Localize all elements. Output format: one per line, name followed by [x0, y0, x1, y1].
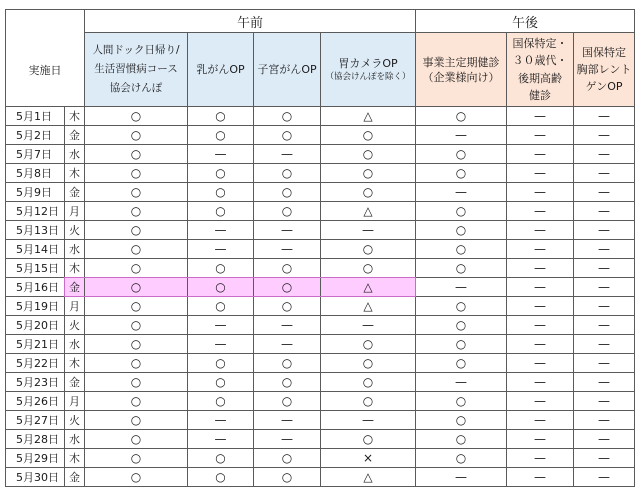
schedule-row: [6, 354, 635, 373]
date-cell: 5月8日: [6, 164, 65, 183]
mark-cell-gastroscopy-op: ○: [321, 335, 416, 354]
pm-header: [416, 10, 635, 33]
schedule-row: [6, 240, 635, 259]
weekday-cell: 金: [65, 468, 85, 487]
col-header-line: ３０歳代・: [512, 54, 568, 67]
mark-cell-gastroscopy-op: ○: [321, 126, 416, 145]
col-header-kokuho-checkup: [507, 33, 574, 107]
date-cell: 5月22日: [6, 354, 65, 373]
col-header-ningen-dock: [85, 33, 188, 107]
mark-cell-ningen-dock: ○: [85, 145, 188, 164]
mark-cell-kokuho-checkup: —: [507, 240, 574, 259]
mark-cell-ningen-dock: ○: [85, 278, 188, 297]
mark-cell-cervical-cancer-op: ○: [254, 392, 321, 411]
mark-cell-cervical-cancer-op: ○: [254, 354, 321, 373]
mark-cell-employer-checkup: ○: [416, 259, 507, 278]
mark-cell-cervical-cancer-op: ○: [254, 278, 321, 297]
mark-cell-breast-cancer-op: ○: [188, 278, 254, 297]
schedule-row: [6, 202, 635, 221]
mark-cell-ningen-dock: ○: [85, 202, 188, 221]
schedule-row: [6, 107, 635, 126]
mark-cell-breast-cancer-op: ○: [188, 449, 254, 468]
mark-cell-kokuho-checkup: —: [507, 164, 574, 183]
mark-cell-gastroscopy-op: ×: [321, 449, 416, 468]
mark-cell-ningen-dock: ○: [85, 107, 188, 126]
mark-cell-kokuho-chest-xray-op: —: [574, 316, 635, 335]
mark-cell-breast-cancer-op: —: [188, 316, 254, 335]
mark-cell-breast-cancer-op: ○: [188, 183, 254, 202]
mark-cell-breast-cancer-op: ○: [188, 297, 254, 316]
col-header-line: （企業様向け）: [422, 70, 500, 84]
date-cell: 5月26日: [6, 392, 65, 411]
mark-cell-kokuho-checkup: —: [507, 202, 574, 221]
mark-cell-employer-checkup: —: [416, 373, 507, 392]
weekday-cell: 木: [65, 354, 85, 373]
col-header-employer-checkup: [416, 33, 507, 107]
date-cell: 5月29日: [6, 449, 65, 468]
period-header-row: [6, 10, 635, 33]
col-header-line: 協会けんぽ: [109, 82, 163, 94]
am-header-label: 午前: [237, 15, 264, 31]
weekday-cell: 金: [65, 126, 85, 145]
mark-cell-kokuho-chest-xray-op: —: [574, 221, 635, 240]
mark-cell-gastroscopy-op: △: [321, 297, 416, 316]
date-cell: 5月30日: [6, 468, 65, 487]
mark-cell-cervical-cancer-op: ○: [254, 297, 321, 316]
date-cell: 5月13日: [6, 221, 65, 240]
mark-cell-kokuho-chest-xray-op: —: [574, 468, 635, 487]
mark-cell-employer-checkup: ○: [416, 449, 507, 468]
mark-cell-gastroscopy-op: △: [321, 278, 416, 297]
schedule-row: [6, 259, 635, 278]
mark-cell-gastroscopy-op: ○: [321, 259, 416, 278]
schedule-row: [6, 373, 635, 392]
mark-cell-kokuho-checkup: —: [507, 259, 574, 278]
col-header-line: 胃カメラOP: [338, 56, 398, 70]
mark-cell-gastroscopy-op: △: [321, 107, 416, 126]
mark-cell-employer-checkup: —: [416, 126, 507, 145]
date-cell: 5月2日: [6, 126, 65, 145]
mark-cell-ningen-dock: ○: [85, 183, 188, 202]
mark-cell-cervical-cancer-op: —: [254, 316, 321, 335]
mark-cell-breast-cancer-op: —: [188, 240, 254, 259]
mark-cell-ningen-dock: ○: [85, 259, 188, 278]
weekday-cell: 月: [65, 392, 85, 411]
mark-cell-gastroscopy-op: ○: [321, 354, 416, 373]
date-cell: 5月16日: [6, 278, 65, 297]
col-header-line: 子宮がんOP: [257, 62, 317, 76]
date-cell: 5月1日: [6, 107, 65, 126]
mark-cell-kokuho-chest-xray-op: —: [574, 354, 635, 373]
mark-cell-employer-checkup: ○: [416, 316, 507, 335]
mark-cell-ningen-dock: ○: [85, 126, 188, 145]
mark-cell-gastroscopy-op: ○: [321, 430, 416, 449]
date-cell: 5月27日: [6, 411, 65, 430]
mark-cell-cervical-cancer-op: ○: [254, 126, 321, 145]
mark-cell-ningen-dock: ○: [85, 221, 188, 240]
weekday-cell: 木: [65, 164, 85, 183]
mark-cell-employer-checkup: ○: [416, 145, 507, 164]
col-header-line: 健診: [529, 89, 552, 102]
mark-cell-kokuho-checkup: —: [507, 430, 574, 449]
mark-cell-breast-cancer-op: ○: [188, 468, 254, 487]
mark-cell-kokuho-chest-xray-op: —: [574, 392, 635, 411]
schedule-row: [6, 468, 635, 487]
date-cell: 5月21日: [6, 335, 65, 354]
mark-cell-gastroscopy-op: ○: [321, 373, 416, 392]
date-cell: 5月7日: [6, 145, 65, 164]
mark-cell-kokuho-checkup: —: [507, 297, 574, 316]
mark-cell-ningen-dock: ○: [85, 430, 188, 449]
mark-cell-employer-checkup: ○: [416, 107, 507, 126]
mark-cell-breast-cancer-op: —: [188, 411, 254, 430]
mark-cell-kokuho-chest-xray-op: —: [574, 259, 635, 278]
mark-cell-cervical-cancer-op: ○: [254, 449, 321, 468]
mark-cell-employer-checkup: ○: [416, 354, 507, 373]
mark-cell-kokuho-chest-xray-op: —: [574, 202, 635, 221]
mark-cell-employer-checkup: ○: [416, 240, 507, 259]
mark-cell-breast-cancer-op: ○: [188, 373, 254, 392]
mark-cell-kokuho-checkup: —: [507, 126, 574, 145]
mark-cell-kokuho-checkup: —: [507, 278, 574, 297]
date-cell: 5月19日: [6, 297, 65, 316]
mark-cell-employer-checkup: ○: [416, 430, 507, 449]
mark-cell-employer-checkup: ○: [416, 297, 507, 316]
mark-cell-cervical-cancer-op: —: [254, 411, 321, 430]
mark-cell-kokuho-chest-xray-op: —: [574, 335, 635, 354]
mark-cell-cervical-cancer-op: —: [254, 430, 321, 449]
mark-cell-kokuho-chest-xray-op: —: [574, 240, 635, 259]
mark-cell-ningen-dock: ○: [85, 335, 188, 354]
weekday-cell: 木: [65, 449, 85, 468]
mark-cell-cervical-cancer-op: ○: [254, 107, 321, 126]
mark-cell-gastroscopy-op: —: [321, 316, 416, 335]
mark-cell-ningen-dock: ○: [85, 240, 188, 259]
col-header-line: 乳がんOP: [196, 62, 245, 76]
mark-cell-gastroscopy-op: ○: [321, 183, 416, 202]
mark-cell-breast-cancer-op: —: [188, 221, 254, 240]
weekday-cell: 水: [65, 335, 85, 354]
mark-cell-ningen-dock: ○: [85, 468, 188, 487]
col-header-gastroscopy-op: [321, 33, 416, 107]
pm-header-label: 午後: [512, 15, 539, 31]
col-header-line: 国保特定: [582, 46, 627, 59]
mark-cell-employer-checkup: ○: [416, 164, 507, 183]
col-header-line: 胸部レント: [576, 63, 632, 76]
weekday-cell: 水: [65, 145, 85, 164]
weekday-cell: 月: [65, 202, 85, 221]
mark-cell-ningen-dock: ○: [85, 373, 188, 392]
mark-cell-gastroscopy-op: —: [321, 221, 416, 240]
date-cell: 5月14日: [6, 240, 65, 259]
schedule-row: [6, 126, 635, 145]
schedule-row: [6, 164, 635, 183]
date-cell: 5月12日: [6, 202, 65, 221]
date-header-label: 実施日: [28, 64, 62, 77]
weekday-cell: 金: [65, 278, 85, 297]
schedule-row: [6, 335, 635, 354]
mark-cell-employer-checkup: ○: [416, 221, 507, 240]
mark-cell-breast-cancer-op: ○: [188, 164, 254, 183]
mark-cell-kokuho-chest-xray-op: —: [574, 126, 635, 145]
mark-cell-employer-checkup: ○: [416, 411, 507, 430]
date-cell: 5月9日: [6, 183, 65, 202]
schedule-row: [6, 411, 635, 430]
am-header: [85, 10, 416, 33]
mark-cell-kokuho-checkup: —: [507, 373, 574, 392]
mark-cell-cervical-cancer-op: ○: [254, 259, 321, 278]
mark-cell-kokuho-checkup: —: [507, 145, 574, 164]
mark-cell-breast-cancer-op: ○: [188, 392, 254, 411]
mark-cell-cervical-cancer-op: ○: [254, 164, 321, 183]
col-header-line: ゲンOP: [585, 80, 623, 93]
mark-cell-gastroscopy-op: △: [321, 468, 416, 487]
mark-cell-kokuho-chest-xray-op: —: [574, 373, 635, 392]
mark-cell-cervical-cancer-op: ○: [254, 183, 321, 202]
mark-cell-kokuho-checkup: —: [507, 335, 574, 354]
weekday-cell: 金: [65, 183, 85, 202]
mark-cell-breast-cancer-op: —: [188, 335, 254, 354]
mark-cell-breast-cancer-op: —: [188, 145, 254, 164]
mark-cell-breast-cancer-op: ○: [188, 126, 254, 145]
date-header: [6, 10, 85, 107]
mark-cell-ningen-dock: ○: [85, 164, 188, 183]
mark-cell-ningen-dock: ○: [85, 411, 188, 430]
mark-cell-kokuho-checkup: —: [507, 107, 574, 126]
col-header-cervical-cancer-op: [254, 33, 321, 107]
mark-cell-cervical-cancer-op: —: [254, 221, 321, 240]
col-header-line: 事業主定期健診: [422, 55, 500, 69]
col-header-breast-cancer-op: [188, 33, 254, 107]
weekday-cell: 木: [65, 107, 85, 126]
schedule-row: [6, 297, 635, 316]
mark-cell-kokuho-chest-xray-op: —: [574, 411, 635, 430]
mark-cell-gastroscopy-op: ○: [321, 145, 416, 164]
schedule-row: [6, 183, 635, 202]
weekday-cell: 火: [65, 411, 85, 430]
schedule-row: [6, 145, 635, 164]
mark-cell-ningen-dock: ○: [85, 449, 188, 468]
mark-cell-kokuho-checkup: —: [507, 221, 574, 240]
mark-cell-employer-checkup: —: [416, 278, 507, 297]
mark-cell-breast-cancer-op: ○: [188, 354, 254, 373]
date-cell: 5月23日: [6, 373, 65, 392]
mark-cell-cervical-cancer-op: ○: [254, 468, 321, 487]
col-header-note: （協会けんぽを除く）: [325, 71, 411, 82]
weekday-cell: 水: [65, 430, 85, 449]
mark-cell-kokuho-checkup: —: [507, 183, 574, 202]
mark-cell-kokuho-chest-xray-op: —: [574, 297, 635, 316]
mark-cell-kokuho-checkup: —: [507, 411, 574, 430]
mark-cell-employer-checkup: —: [416, 468, 507, 487]
mark-cell-employer-checkup: —: [416, 183, 507, 202]
mark-cell-breast-cancer-op: ○: [188, 107, 254, 126]
date-cell: 5月15日: [6, 259, 65, 278]
mark-cell-ningen-dock: ○: [85, 316, 188, 335]
schedule-row: [6, 316, 635, 335]
mark-cell-kokuho-checkup: —: [507, 449, 574, 468]
schedule-table: [5, 9, 635, 487]
mark-cell-cervical-cancer-op: ○: [254, 373, 321, 392]
weekday-cell: 木: [65, 259, 85, 278]
mark-cell-kokuho-chest-xray-op: —: [574, 183, 635, 202]
mark-cell-employer-checkup: ○: [416, 202, 507, 221]
col-header-line: 生活習慣病コース: [94, 63, 178, 75]
mark-cell-cervical-cancer-op: ○: [254, 202, 321, 221]
mark-cell-gastroscopy-op: △: [321, 202, 416, 221]
schedule-row: [6, 392, 635, 411]
mark-cell-kokuho-checkup: —: [507, 392, 574, 411]
date-cell: 5月28日: [6, 430, 65, 449]
mark-cell-employer-checkup: ○: [416, 392, 507, 411]
mark-cell-kokuho-checkup: —: [507, 468, 574, 487]
mark-cell-kokuho-chest-xray-op: —: [574, 430, 635, 449]
mark-cell-gastroscopy-op: ○: [321, 240, 416, 259]
schedule-row: [6, 221, 635, 240]
schedule-body: [6, 107, 635, 487]
weekday-cell: 金: [65, 373, 85, 392]
weekday-cell: 火: [65, 221, 85, 240]
mark-cell-ningen-dock: ○: [85, 297, 188, 316]
mark-cell-employer-checkup: ○: [416, 335, 507, 354]
mark-cell-kokuho-chest-xray-op: —: [574, 278, 635, 297]
mark-cell-gastroscopy-op: —: [321, 411, 416, 430]
mark-cell-breast-cancer-op: —: [188, 430, 254, 449]
mark-cell-kokuho-checkup: —: [507, 316, 574, 335]
col-header-line: 人間ドック日帰り/: [92, 44, 180, 56]
mark-cell-gastroscopy-op: ○: [321, 164, 416, 183]
schedule-row: [6, 278, 635, 297]
col-header-kokuho-chest-xray-op: [574, 33, 635, 107]
weekday-cell: 火: [65, 316, 85, 335]
mark-cell-kokuho-chest-xray-op: —: [574, 145, 635, 164]
mark-cell-ningen-dock: ○: [85, 354, 188, 373]
mark-cell-kokuho-chest-xray-op: —: [574, 164, 635, 183]
mark-cell-cervical-cancer-op: —: [254, 335, 321, 354]
mark-cell-ningen-dock: ○: [85, 392, 188, 411]
mark-cell-cervical-cancer-op: —: [254, 145, 321, 164]
column-header-row: [6, 33, 635, 107]
mark-cell-breast-cancer-op: ○: [188, 259, 254, 278]
weekday-cell: 水: [65, 240, 85, 259]
col-header-line: 国保特定・: [512, 36, 568, 50]
col-header-line: 後期高齢: [518, 71, 563, 85]
date-cell: 5月20日: [6, 316, 65, 335]
mark-cell-kokuho-checkup: —: [507, 354, 574, 373]
schedule-row: [6, 449, 635, 468]
schedule-row: [6, 430, 635, 449]
mark-cell-kokuho-chest-xray-op: —: [574, 449, 635, 468]
weekday-cell: 月: [65, 297, 85, 316]
mark-cell-breast-cancer-op: ○: [188, 202, 254, 221]
mark-cell-kokuho-chest-xray-op: —: [574, 107, 635, 126]
mark-cell-gastroscopy-op: ○: [321, 392, 416, 411]
mark-cell-cervical-cancer-op: —: [254, 240, 321, 259]
